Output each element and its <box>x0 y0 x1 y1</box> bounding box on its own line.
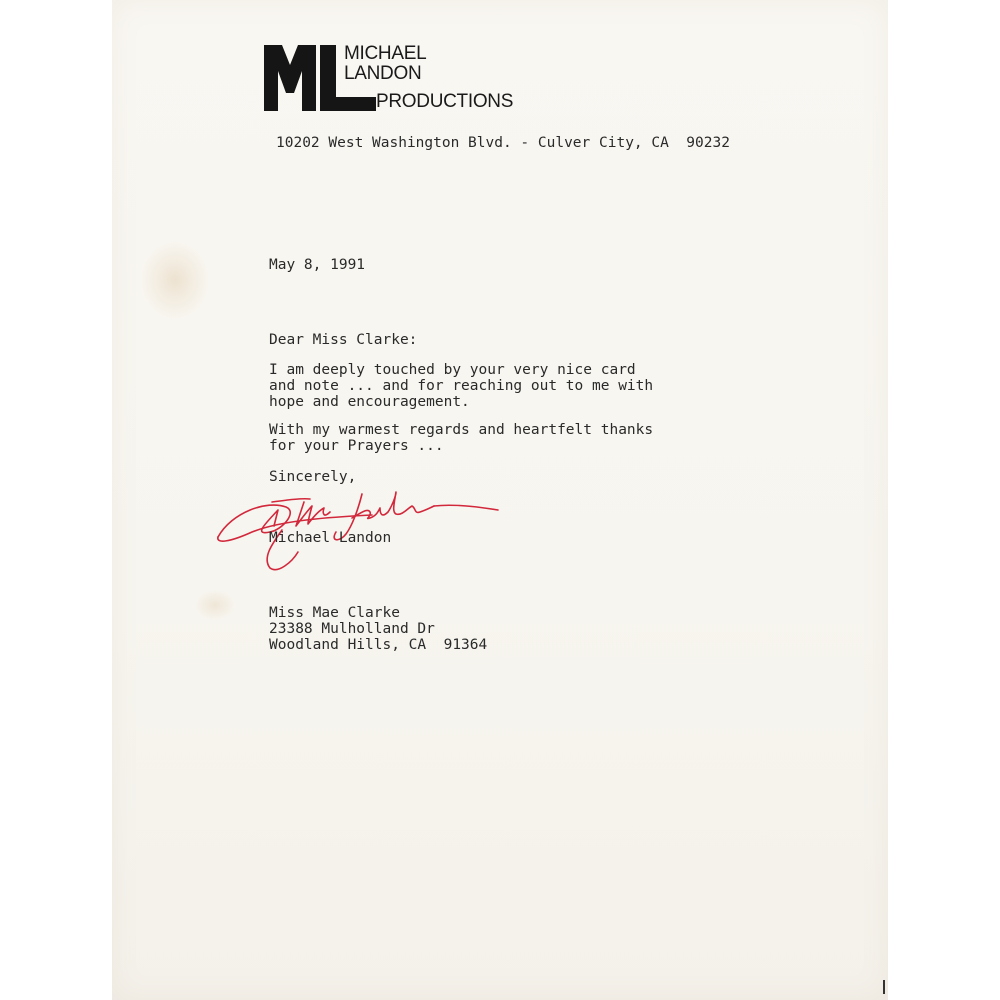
letterhead-address: 10202 West Washington Blvd. - Culver City, CA 90232 <box>276 135 730 151</box>
body-paragraph-1: I am deeply touched by your very nice card and note ... and for reaching out to me with hope and encouragement. <box>269 362 654 410</box>
company-name-line3: PRODUCTIONS <box>376 91 514 112</box>
recipient-address-block <box>269 605 487 653</box>
recipient-street: 23388 Mulholland Dr <box>269 621 435 637</box>
company-name-line1: MICHAEL <box>344 43 427 64</box>
letter-date: May 8, 1991 <box>269 257 366 273</box>
body-paragraph-2: With my warmest regards and heartfelt thanks for your Prayers ... <box>269 422 654 454</box>
recipient-city: Woodland Hills, CA 91364 <box>269 637 488 653</box>
company-name-line2: LANDON <box>344 63 422 84</box>
closing: Sincerely, <box>269 469 357 485</box>
recipient-name: Miss Mae Clarke <box>269 605 400 621</box>
salutation: Dear Miss Clarke: <box>269 332 418 348</box>
handwritten-signature <box>212 482 502 574</box>
edge-mark <box>883 980 885 994</box>
signer-name: Michael Landon <box>269 530 392 546</box>
